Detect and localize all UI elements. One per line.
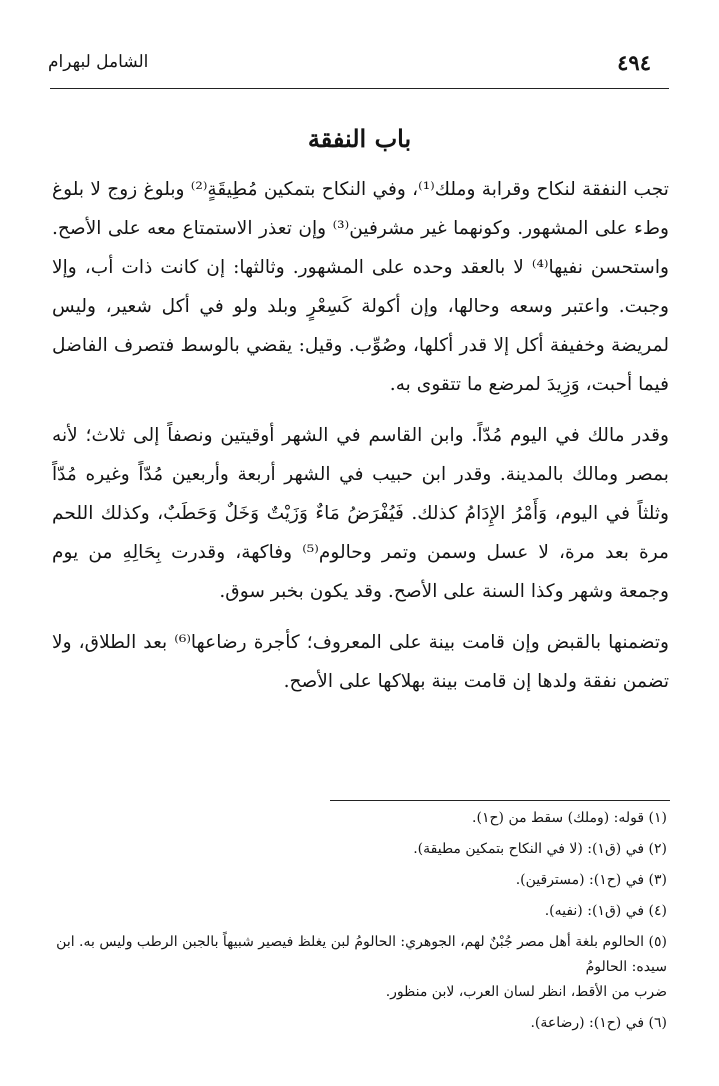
paragraph-3: وتضمنها بالقبض وإن قامت بينة على المعروف؛ كأجرة رضاعها⁽⁶⁾ بعد الطلاق، ولا تضمن نفقة ولدها إن قامت بينة بهلاكها على الأصح. — [52, 632, 669, 692]
footnote-5-line-2: ضرب من الأقط، انظر لسان العرب، لابن منظور. — [385, 984, 667, 1000]
footnotes — [50, 803, 667, 1039]
page-number: ٤٩٤ — [617, 50, 651, 75]
footnote-5 — [50, 930, 667, 1005]
running-book-title: الشامل لبهرام — [48, 52, 149, 72]
body-text — [52, 170, 669, 701]
footnote-2: (٢) في (ق١): (لا في النكاح بتمكين مطيقة). — [413, 841, 667, 857]
paragraph-2: وقدر مالك في اليوم مُدّاً. وابن القاسم في الشهر أوقيتين ونصفاً إلى ثلاث؛ لأنه بمصر ومالك بالمدينة. وقدر ابن حبيب في الشهر أربعة وأربعين مُدّاً وغيره مُدّاً وثلثاً في اليوم، وَأَمْرُ الإِدَامُ كذلك. فَيُفْرَضُ مَاءٌ وَزَيْتٌ وَخَلٌ وَحَطَبٌ، وكذلك اللحم مرة بعد مرة، لا عسل وسمن وتمر وحالوم⁽⁵⁾ وفاكهة، وقدرت بِحَالِهِ من يوم وجمعة وشهر وكذا السنة على الأصح. وقد يكون بخبر سوق. — [52, 425, 670, 602]
page-header — [48, 48, 671, 82]
footnote-4: (٤) في (ق١): (نفيه). — [544, 903, 667, 919]
footnote-6: (٦) في (ح١): (رضاعة). — [530, 1015, 667, 1031]
paragraph-1: تجب النفقة لنكاح وقرابة وملك⁽¹⁾، وفي النكاح بتمكين مُطِيقَةٍ⁽²⁾ وبلوغ زوج لا بلوغ وطء على المشهور. وكونهما غير مشرفين⁽³⁾ وإن تعذر الاستمتاع معه على الأصح. واستحسن نفيها⁽⁴⁾ لا بالعقد وحده على المشهور. وثالثها: إن كانت ذات أب، وإلا وجبت. واعتبر وسعه وحالها، وإن أكولة كَسِعْرٍ وبلد ولو في أكل شعير، وليس لمريضة وخفيفة أكل إلا قدر أكلها، وصُوِّب. وقيل: يقضي بالوسط فتصرف الفاضل فيما أحبت، وَزِيدَ لمرضع ما تتقوى به. — [52, 179, 669, 395]
footnote-1: (١) قوله: (وملك) سقط من (ح١). — [472, 810, 667, 826]
header-divider — [50, 88, 669, 89]
footnote-3: (٣) في (ح١): (مسترقين). — [515, 872, 667, 888]
footnote-5-line-1: (٥) الحالوم بلغة أهل مصر جُبْنٌ لهم، الجوهري: الحالومُ لبن يغلظ فيصير شبيهاً بالجبن الرطب وليس به. ابن سيده: الحالومُ — [56, 934, 667, 975]
chapter-title: باب النفقة — [307, 124, 412, 153]
footnote-divider — [330, 800, 670, 801]
